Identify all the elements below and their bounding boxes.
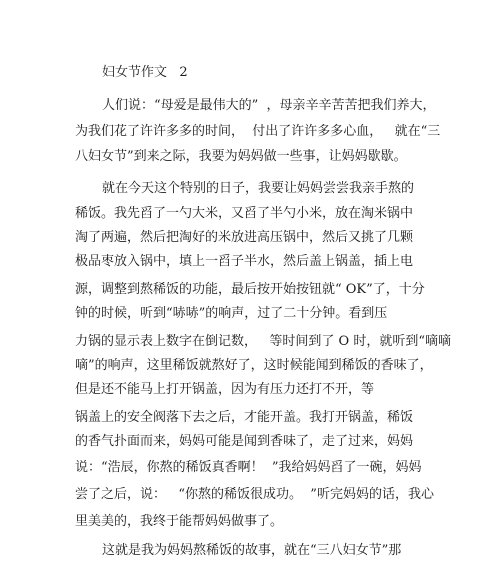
text-line: 的香气扑面而来，妈妈可能是闻到香味了，走了过来，妈妈 xyxy=(75,434,414,449)
text-line: 说：“浩辰，你熬的稀饭真香啊！ ”我给妈妈舀了一碗，妈妈 xyxy=(75,460,422,475)
text-line: 里美美的，我终于能帮妈妈做事了。 xyxy=(75,514,284,529)
text-line: 极品枣放入锅中，填上一舀子半水，然后盖上锅盖，插上电 xyxy=(75,254,414,269)
document-title: 妇女节作文 2 xyxy=(102,65,188,80)
text-line: 为我们花了许许多多的时间， 付出了许许多多心血， 就在“三 xyxy=(75,124,441,139)
text-line: 人们说：“母爱是最伟大的” ，母亲辛辛苦苦把我们养大， xyxy=(102,98,436,113)
text-line: 这就是我为妈妈熬稀饭的故事，就在“三八妇女节”那 xyxy=(102,543,402,558)
text-line: 就在今天这个特别的日子，我要让妈妈尝尝我亲手熬的 xyxy=(102,181,415,196)
text-line: 八妇女节”到来之际，我要为妈妈做一些事，让妈妈歇歇。 xyxy=(75,149,407,164)
text-line: 淘了两遍，然后把淘好的米放进高压锅中，然后又挑了几颗 xyxy=(75,230,414,245)
text-line: 稀饭。我先舀了一勺大米，又舀了半勺小米，放在淘米锅中 xyxy=(75,206,414,221)
text-line: 源，调整到熬稀饭的功能，最后按开始按钮就“ OK”了，十分 xyxy=(75,282,425,297)
text-line: 嘀”的响声，这里稀饭就熬好了，这时候能闻到稀饭的香味了， xyxy=(75,358,433,373)
text-line: 锅盖上的安全阀落下去之后，才能开盖。我打开锅盖，稀饭 xyxy=(75,410,414,425)
text-line: 钟的时候，听到“哧哧”的响声，过了二十分钟。看到压 xyxy=(75,306,388,321)
text-line: 力锅的显示表上数字在倒记数， 等时间到了 O 时，就听到“嘀嘀 xyxy=(75,334,451,349)
text-line: 尝了之后，说： “你熬的稀饭很成功。 ”听完妈妈的话，我心 xyxy=(75,487,434,502)
text-line: 但是还不能马上打开锅盖，因为有压力还打不开，等 xyxy=(75,382,375,397)
